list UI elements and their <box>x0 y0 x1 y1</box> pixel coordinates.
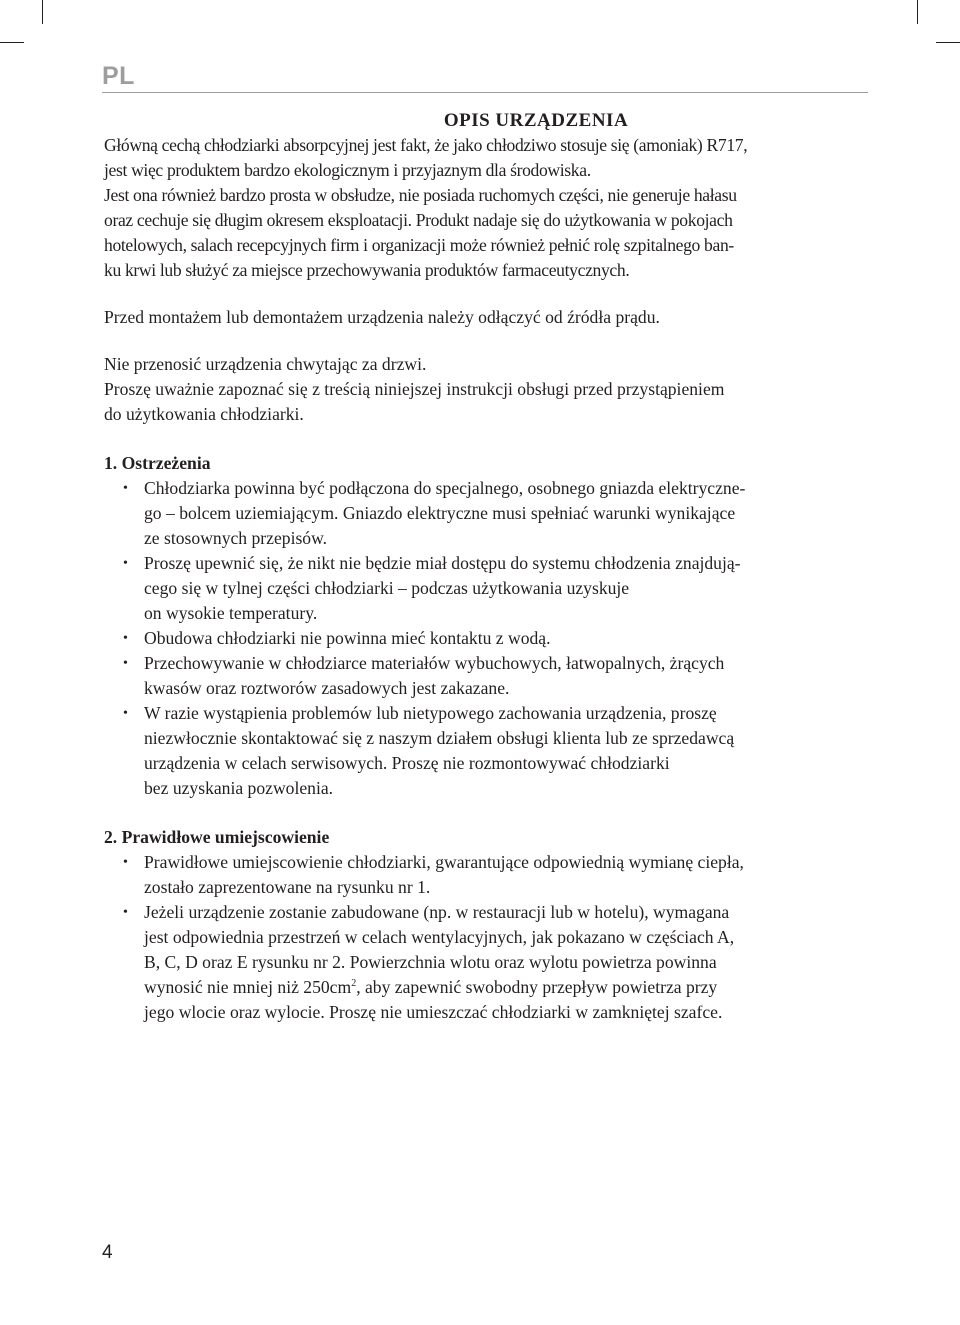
bullet-icon: • <box>123 481 128 496</box>
intro-line: ku krwi lub służyć za miejsce przechowywania produktów farmaceutycznych. <box>104 260 630 280</box>
crop-mark-top-left <box>42 0 43 24</box>
page-title: OPIS URZĄDZENIA <box>443 110 629 131</box>
section-heading-placement: 2. Prawidłowe umiejscowienie <box>104 827 330 847</box>
list-item <box>104 626 868 651</box>
list-item <box>104 476 868 551</box>
list-item-line: zostało zaprezentowane na rysunku nr 1. <box>144 877 431 897</box>
text-run: , aby zapewnić swobodny przepływ powietrza przy <box>356 977 718 997</box>
intro-line: jest więc produktem bardzo ekologicznym i przyjaznym dla środowiska. <box>104 160 591 180</box>
list-item-line: jest odpowiednia przestrzeń w celach wentylacyjnych, jak pokazano w częściach A, <box>144 927 735 947</box>
page-number: 4 <box>102 1242 113 1263</box>
section-heading-warnings: 1. Ostrzeżenia <box>104 453 211 473</box>
note-doors: Nie przenosić urządzenia chwytając za drzwi. <box>104 354 427 374</box>
list-item-line: jego wlocie oraz wylocie. Proszę nie umieszczać chłodziarki w zamkniętej szafce. <box>144 1002 723 1022</box>
list-item-line: Prawidłowe umiejscowienie chłodziarki, gwarantujące odpowiednią wymianę ciepła, <box>144 852 744 872</box>
list-item-line <box>144 975 868 1000</box>
crop-mark-top-right <box>917 0 918 24</box>
list-item-line: W razie wystąpienia problemów lub nietypowego zachowania urządzenia, proszę <box>144 703 717 723</box>
bullet-icon: • <box>123 855 128 870</box>
bullet-icon: • <box>123 631 128 646</box>
list-item <box>104 551 868 626</box>
list-item <box>104 900 868 1025</box>
list-item-line: cego się w tylnej części chłodziarki – podczas użytkowania uzyskuje <box>144 578 630 598</box>
text-run: wynosić nie mniej niż 250cm <box>144 977 352 997</box>
note-read-instructions <box>104 377 868 427</box>
page-content <box>104 108 868 1025</box>
note-disconnect: Przed montażem lub demontażem urządzenia należy odłączyć od źródła prądu. <box>104 307 660 327</box>
list-item-line: urządzenia w celach serwisowych. Proszę nie rozmontowywać chłodziarki <box>144 753 670 773</box>
bullet-icon: • <box>123 905 128 920</box>
list-item-line: kwasów oraz roztworów zasadowych jest zakazane. <box>144 678 510 698</box>
note-read-line: do użytkowania chłodziarki. <box>104 404 304 424</box>
list-item-line: bez uzyskania pozwolenia. <box>144 778 334 798</box>
list-item-line: Przechowywanie w chłodziarce materiałów wybuchowych, łatwopalnych, żrących <box>144 653 725 673</box>
header-rule <box>102 92 868 93</box>
list-item-line: on wysokie temperatury. <box>144 603 318 623</box>
list-item <box>104 850 868 900</box>
intro-paragraph <box>104 133 868 283</box>
warnings-list <box>104 476 868 801</box>
placement-list <box>104 850 868 1025</box>
intro-line: Jest ona również bardzo prosta w obsłudze, nie posiada ruchomych części, nie generuje hałasu <box>104 185 737 205</box>
bullet-icon: • <box>123 656 128 671</box>
list-item <box>104 651 868 701</box>
crop-mark-left-horizontal <box>0 42 24 43</box>
intro-line: hotelowych, salach recepcyjnych firm i organizacji może również pełnić rolę szpitalnego ban- <box>104 235 734 255</box>
language-code: PL <box>102 62 135 90</box>
list-item-line: B, C, D oraz E rysunku nr 2. Powierzchnia wlotu oraz wylotu powietrza powinna <box>144 952 717 972</box>
list-item-line: Jeżeli urządzenie zostanie zabudowane (np. w restauracji lub w hotelu), wymagana <box>144 902 730 922</box>
list-item-line: Obudowa chłodziarki nie powinna mieć kontaktu z wodą. <box>144 628 551 648</box>
list-item-line: go – bolcem uziemiającym. Gniazdo elektryczne musi spełniać warunki wynikające <box>144 503 736 523</box>
list-item-line: Chłodziarka powinna być podłączona do specjalnego, osobnego gniazda elektryczne- <box>144 478 746 498</box>
list-item-line: ze stosownych przepisów. <box>144 528 328 548</box>
bullet-icon: • <box>123 706 128 721</box>
crop-mark-right-horizontal <box>936 42 960 43</box>
list-item-line: niezwłocznie skontaktować się z naszym działem obsługi klienta lub ze sprzedawcą <box>144 728 735 748</box>
list-item <box>104 701 868 801</box>
intro-line: oraz cechuje się długim okresem eksploatacji. Produkt nadaje się do użytkowania w pokojach <box>104 210 733 230</box>
note-read-line: Proszę uważnie zapoznać się z treścią niniejszej instrukcji obsługi przed przystąpieniem <box>104 379 725 399</box>
intro-line: Główną cechą chłodziarki absorpcyjnej jest fakt, że jako chłodziwo stosuje się (amoniak) R717, <box>104 135 748 155</box>
bullet-icon: • <box>123 556 128 571</box>
superscript: 2 <box>351 978 357 990</box>
list-item-line: Proszę upewnić się, że nikt nie będzie miał dostępu do systemu chłodzenia znajdują- <box>144 553 741 573</box>
